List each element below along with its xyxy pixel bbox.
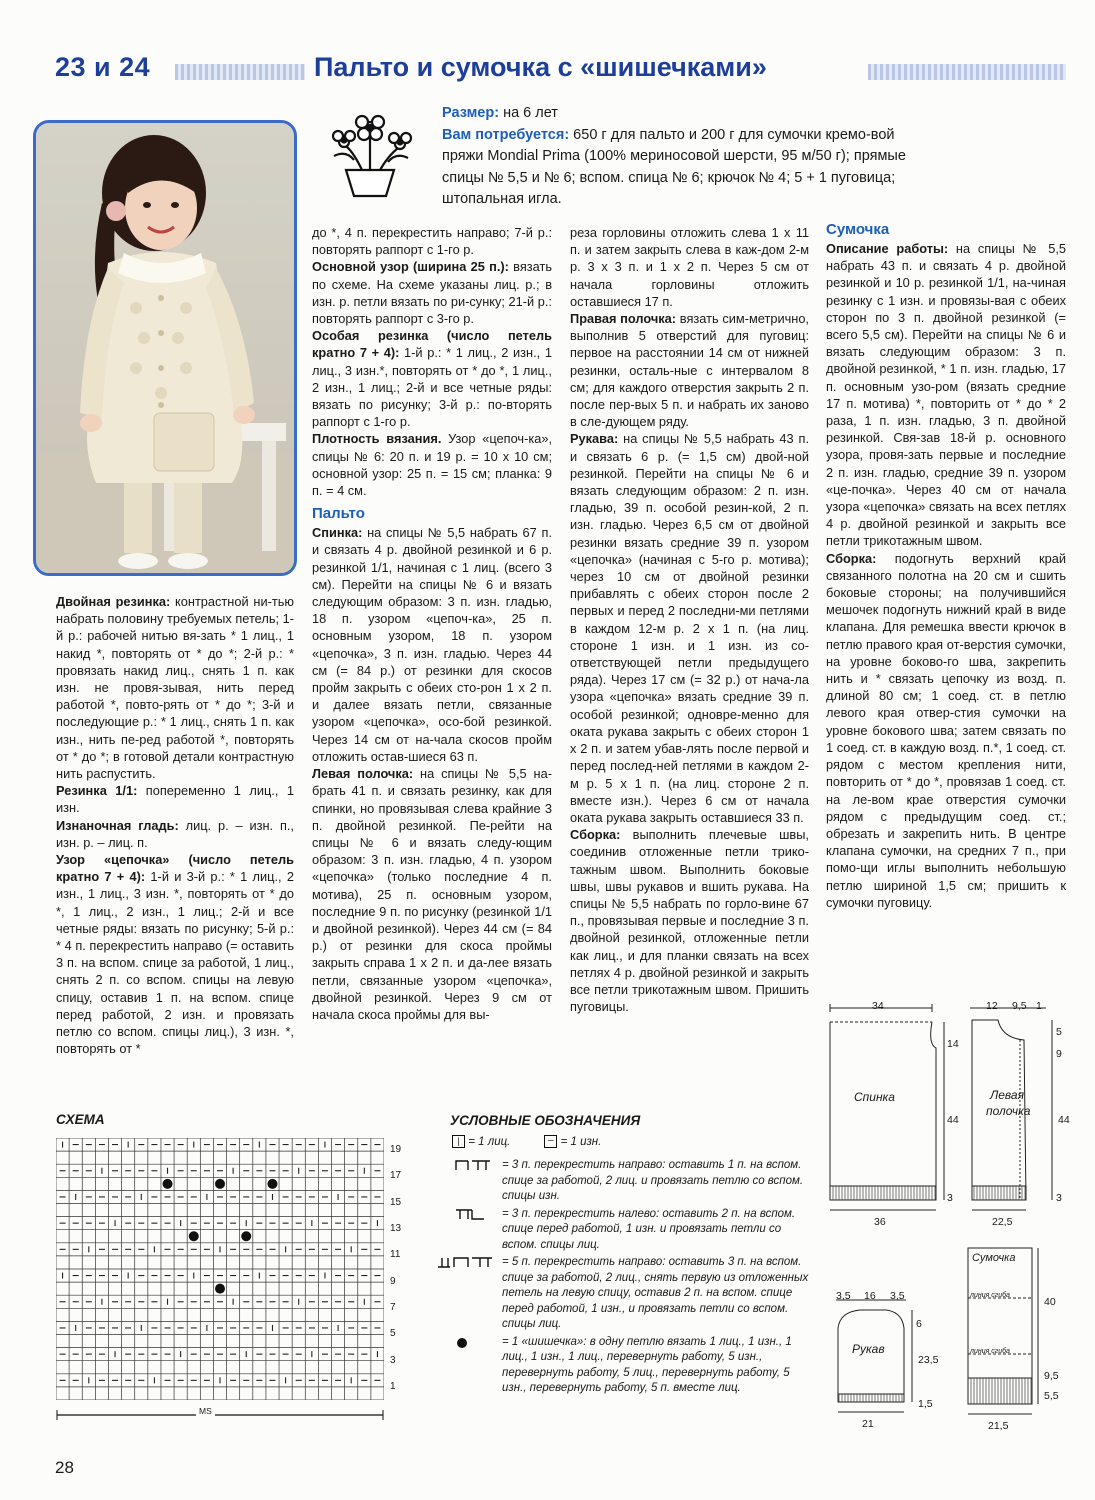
right-front-paragraph: Правая полочка: вязать сим-метрично, выполнив 5 отверстий для пуговиц: первое на расстоянии 14 см от нижней резинки, осталь-ные с интервалом 8 см; для каждого отверстия закрыть 2 п. после пер-вых 5 п. и набрать их заново в сле-дующем ряду.	[570, 311, 809, 430]
gauge-paragraph: Плотность вязания. Узор «цепоч-ка», спицы № 6: 20 п. и 19 р. = 10 х 10 см; основной узор: 25 п. = 15 см; планка: 9 п. = 4 см.	[312, 431, 553, 499]
sleeve-label: Рукав	[852, 1342, 885, 1356]
cross-right-5-icon	[436, 1255, 498, 1270]
bag-bottom-dim: 21,5	[988, 1420, 1009, 1432]
front-side-dim: 44	[1058, 1114, 1070, 1126]
front-top-dim-2: 9,5	[1012, 1000, 1027, 1012]
legend-item-bobble: = 1 «шишечка»: в одну петлю вязать 1 лиц., 1 изн., 1 лиц., 1 изн., 1 лиц., перевернуть работу, 5 изн., перевернуть работу, 5 лиц., перевернуть работу, 5 изн., перевернуть работу, 5 п. вместе лиц.	[450, 1335, 810, 1397]
row-number-5: 5	[390, 1328, 396, 1339]
col2-p1: до *, 4 п. перекрестить направо; 7-й р.: повторять раппорт с 1-го р.	[312, 225, 552, 258]
sleeve-rib-dim: 1,5	[918, 1398, 933, 1410]
row-number-9: 9	[390, 1276, 396, 1287]
back-rib-dim: 3	[947, 1192, 953, 1204]
chart-bobble	[267, 1179, 277, 1189]
bag-assembly-paragraph: Сборка: подогнуть верхний край связанного полотна на 20 см и сшить боковые стороны; на получившийся мешочек подогнуть нижний край в виде клапана. Для ремешка ввести крючок в петлю правого края от-верстия сумочки, на уровне боково-го шва, закрепить нить и * связать цепочку из возд. п. длиной 80 см; 1 соед. ст. в петлю левого края отвер-стия сумочки на уровне бокового шва; затем связать по 1 соед. ст. в каждую возд. п.*, 1 соед. ст. рядом с местом крепления нити, повторить от * до *, провязав 1 соед. ст. на ле-вом крае отверстия сумочки рядом с предыдущим соед. ст.; обрезать и закрепить нить. В центре клапана сумочки, на средних 7 п., при помо-щи иглы выполнить небольшую петлю шириной 1,5 см; пришить к сумочки пуговицу.	[826, 550, 1066, 910]
back-top-dim: 34	[872, 1000, 884, 1012]
sleeve-top-dim-3: 3,5	[890, 1290, 905, 1302]
sleeves-paragraph: Рукава: на спицы № 5,5 набрать 43 п. и связать 6 р. (= 1,5 см) двой-ной резинкой. Перейти на спицы № 6 и вязать следующим образом: 2 п. изн. гладью, 39 п. особой резин-кой, 2 п. изн. гладью. Через 6,5 см от двойной резинки вязать средние 39 п. узором «цепочка» (начиная с 5-го р. мотива); через 10 см от двойной резинки прибавлять с обеих сторон после 2 первых и перед 2 последни-ми петлями в каждом 12-м р. 2 х 1 п. (на лиц. стороне 1 изн. и 1 изн. из со-ответствующей петли предыдущего ряда). Через 17 см (= 32 р.) от нача-ла узора «цепочка» вязать средние 39 п. особой резинкой; одновре-менно для оката рукава закрыть с обеих сторон 1 х 2 п. и затем убав-лять после первой и перед послед-ней петлями в каждом 2-м р. 5 х 1 п. (на лиц. стороне 2 п. вместе изн.). Через 6 см от начала оката рукава закрыть оставшиеся 33 п.	[570, 431, 809, 825]
chart-bobble	[241, 1231, 251, 1241]
size-line: Размер: на 6 лет	[442, 105, 558, 121]
chain-pattern-paragraph: Узор «цепочка» (число петель кратно 7 + 4): 1-й и 3-й р.: * 1 лиц., 2 изн., 1 лиц., 3 изн. *, повторять от * до *, 1 лиц., 2 изн., 1 лиц.; 2-й и все четные ряды: вязать по рисунку; 5-й р.: * 4 п. перекрестить направо (= оставить 3 п. на вспом. спице за работой, 1 лиц., снять 2 п. со вспом. спицы на левую спицу, оставив 1 п. на вспом. спице перед работой, 2 изн. и провязать петлю со вспом. спицы лиц.), 3 изн. *, повторять от *	[56, 852, 294, 1057]
chart-bobble	[189, 1231, 199, 1241]
child-coat-photo	[33, 120, 297, 576]
back-label: Спинка	[854, 1090, 895, 1104]
special-rib-paragraph: Особая резинка (число петель кратно 7 + 4): 1-й р.: * 1 лиц., 2 изн., 1 лиц., 3 изн.*, повторять от * до *, 1 лиц., 2 изн., 1 лиц.; 2-й и все четные ряды: вязать по рисунку; 3-й р.: по-вторять раппорт с 1-го р.	[312, 328, 552, 430]
front-label-2: полочка	[986, 1104, 1031, 1118]
bag-description-paragraph: Описание работы: на спицы № 5,5 набрать 43 п. и связать 4 р. двойной резинкой и 10 р. резинкой 1/1, на-чиная резинку с 1 изн. и провязы-вая с обеих сторон по 3 п. двойной резинкой (= всего 5,5 см). Перейти на спицы № 6 и вязать следующим образом: 3 п. двойной резинкой, * 1 п. изн. гладью, 17 п. основным узо-ром (вязать средние 17 п. мотива) *, повторить от * до * 2 раза, 1 п. изн. гладью, 3 п. двойной резинкой. Свя-зав 18-й р. основного узора, провя-зать первые и последние 2 п. изн. гладью, средние 39 п. узором «це-почка». Через 40 см от начала узора «цепочка» связать на всех петлях 4 р. двойной резинкой и закрыть все петли трикотажным швом.	[826, 241, 1066, 549]
sleeve-bottom-dim: 21	[862, 1418, 874, 1430]
main-pattern-paragraph: Основной узор (ширина 25 п.): вязать по схеме. На схеме указаны лиц. р.; в изн. р. петли вязать по ри-сунку; 21-й р.: повторять раппорт с 3-го р.	[312, 259, 552, 327]
section-coat: Пальто	[312, 505, 365, 523]
cross-left-3-icon	[450, 1207, 498, 1222]
bag-height-dim: 40	[1044, 1296, 1056, 1308]
intro-block	[442, 103, 932, 211]
ms-label: MS	[196, 1406, 215, 1416]
back-paragraph: Спинка: на спицы № 5,5 набрать 67 п. и связать 4 р. двойной резинкой и 6 р. резинкой 1/1, начиная с 1 лиц. (всего 3 см). Перейти на спицы № 6 и вязать следующим образом: 3 п. изн. гладью, 18 п. узором «цепоч-ка», 25 п. основным узором, 18 п. узором «цепочка», 3 п. изн. гладью. Через 44 см (= 84 р.) от резинки для скосов пройм закрыть с обеих сто-рон 1 х 2 п. и далее вязать петли, связанные узором «цепочка», осо-бой резинкой. Через 14 см от на-чала скосов пройм отложить остав-шиеся 63 п.	[312, 525, 552, 764]
chart-bobble	[215, 1179, 225, 1189]
chart-bobble	[163, 1179, 173, 1189]
row-number-7: 7	[390, 1302, 396, 1313]
column-1	[56, 593, 294, 1057]
row-number-3: 3	[390, 1355, 396, 1366]
rib-1-1-paragraph: Резинка 1/1: попеременно 1 лиц., 1 изн.	[56, 783, 294, 816]
row-number-11: 11	[390, 1249, 401, 1260]
bag-fold-line-1: линия сгиба	[970, 1292, 1010, 1299]
back-armhole-dim: 14	[947, 1038, 959, 1050]
sleeve-diagram	[836, 1300, 912, 1412]
cross-right-3-icon	[450, 1158, 498, 1173]
pattern-numbers: 23 и 24	[55, 52, 151, 82]
bag-dim-5-5: 5,5	[1044, 1390, 1059, 1402]
page-number: 28	[55, 1458, 74, 1477]
assembly-paragraph: Сборка: выполнить плечевые швы, соединив отложенные петли трико-тажным швом. Выполнить боковые швы, швы рукавов и вшить рукава. На спицы № 5,5 набрать по горло-вине 67 п., провязывая первые и последние 3 п. двойной резинкой, отложенные петли как лиц., и для планки связать на всех петлях 4 р. двойной резинкой и закрыть все петли трикотажным швом. Пришить пуговицы.	[570, 827, 809, 1015]
front-dim-9: 9	[1056, 1048, 1062, 1060]
back-bottom-dim: 36	[874, 1216, 886, 1228]
legend-basic-row	[450, 1135, 810, 1151]
column-2	[312, 224, 552, 1023]
chart-bobble	[215, 1284, 225, 1294]
repeat-bar	[56, 1408, 384, 1422]
col3-p1: реза горловины отложить слева 1 х 11 п. и затем закрыть слева в каж-дом 2-м р. 3 х 3 п. и 1 х 2 п. Через 5 см от начала горловины отложить оставшиеся 17 п.	[570, 225, 809, 309]
row-number-13: 13	[390, 1223, 402, 1234]
front-top-dim-1: 12	[986, 1000, 998, 1012]
sleeve-top-dim-2: 16	[864, 1290, 876, 1302]
column-3	[570, 224, 809, 1015]
reverse-stockinette-paragraph: Изнаночная гладь: лиц. р. – изн. п., изн. р. – лиц. п.	[56, 817, 294, 850]
legend-item-5-right-cross: = 5 п. перекрестить направо: оставить 3 п. на вспом. спице за работой, 2 лиц., снять первую из отложенных петель на левую спицу, оставив 2 п. на вспом. спице перед работой, 1 изн., и провязать петли со вспом. спицы лиц.	[436, 1255, 810, 1333]
row-number-17: 17	[390, 1170, 402, 1181]
left-front-paragraph: Левая полочка: на спицы № 5,5 на-брать 41 п. и связать резинку, как для спинки, но провязывая слева крайние 3 п. двойной резинкой. Пе-рейти на спицы № 6 и вязать следу-ющим образом: 3 п. изн. гладью, 4 п. узором «цепочка» (только последние 4 п. мотива), 25 п. основным узором, последние 9 п. по рисунку (резинкой 1/1 и двойной резинкой). Через 44 см (= 84 р.) от резинки для скоса проймы закрыть справа 1 х 2 п. и да-лее вязать петли, связанные узором «цепочка», двойной резинкой. Через 9 см от начала скоса проймы для вы-	[312, 766, 552, 1022]
front-dim-5: 5	[1056, 1026, 1062, 1038]
page-title: Пальто и сумочка с «шишечками»	[314, 52, 767, 82]
bag-label: Сумочка	[972, 1252, 1016, 1264]
bag-fold-line-2: линия сгиба	[970, 1348, 1010, 1355]
knit-symbol-icon: |	[452, 1135, 465, 1148]
front-rib-dim: 3	[1056, 1192, 1062, 1204]
legend-item-3-left-cross: = 3 п. перекрестить налево: оставить 2 п. на вспом. спице перед работой, 1 изн. и провязать петли со вспом. спицы лиц.	[450, 1207, 810, 1254]
front-top-dim-3: 1	[1036, 1000, 1042, 1012]
flower-icon	[324, 108, 418, 198]
knitting-chart	[56, 1138, 384, 1400]
section-bag: Сумочка	[826, 221, 890, 238]
schema-title: СХЕМА	[56, 1112, 105, 1127]
legend-purl: – = 1 изн.	[544, 1135, 601, 1151]
materials-line: Вам потребуется: 650 г для пальто и 200 г для сумочки кремо-вой пряжи Mondial Prima (100% мериносовой шерсти, 95 м/50 г); прямые спицы № 5,5 и № 6; вспом. спица № 6; крючок № 4; 5 + 1 пуговица; штопальная игла.	[442, 126, 906, 207]
bag-diagram	[968, 1248, 1038, 1414]
header-stripe-left	[175, 64, 305, 80]
row-number-19: 19	[390, 1144, 402, 1155]
legend-title: УСЛОВНЫЕ ОБОЗНАЧЕНИЯ	[450, 1113, 641, 1128]
column-4	[826, 221, 1066, 911]
sleeve-top-dim-1: 3,5	[836, 1290, 851, 1302]
double-rib-paragraph: Двойная резинка: контрастной ни-тью набрать половину требуемых петель; 1-й р.: рабочей нитью вя-зать * 1 лиц., 1 накид *, повторять от * до *; 2-й р.: * провязать накид лиц., снять 1 п. как изн. не провя-зывая, нить перед работой *, повто-рять от * до *; 3-й и последующие р.: * 1 лиц., снять 1 п. как изн., нить пе-ред работой *, повторять от * до *; в готовой детали контрастную нить распустить.	[56, 594, 294, 782]
sleeve-length-dim: 23,5	[918, 1354, 939, 1366]
purl-symbol-icon: –	[544, 1135, 557, 1148]
garment-diagrams	[820, 998, 1080, 1438]
header-stripe-right	[868, 64, 1066, 80]
back-diagram	[830, 1004, 944, 1210]
front-bottom-dim: 22,5	[992, 1216, 1013, 1228]
front-label-1: Левая	[990, 1088, 1024, 1102]
row-number-15: 15	[390, 1197, 402, 1208]
chart-row-numbers	[390, 1138, 410, 1400]
sleeve-cap-dim: 6	[916, 1318, 922, 1330]
row-number-1: 1	[390, 1381, 396, 1392]
bag-dim-9-5: 9,5	[1044, 1370, 1059, 1382]
legend	[450, 1113, 810, 1399]
bobble-icon	[450, 1335, 498, 1350]
back-side-dim: 44	[947, 1114, 959, 1126]
legend-item-3-right-cross: = 3 п. перекрестить направо: оставить 1 п. на вспом. спице за работой, 2 лиц. и провязать петлю со вспом. спицы изн.	[450, 1158, 810, 1205]
legend-knit: | = 1 лиц.	[452, 1135, 510, 1151]
